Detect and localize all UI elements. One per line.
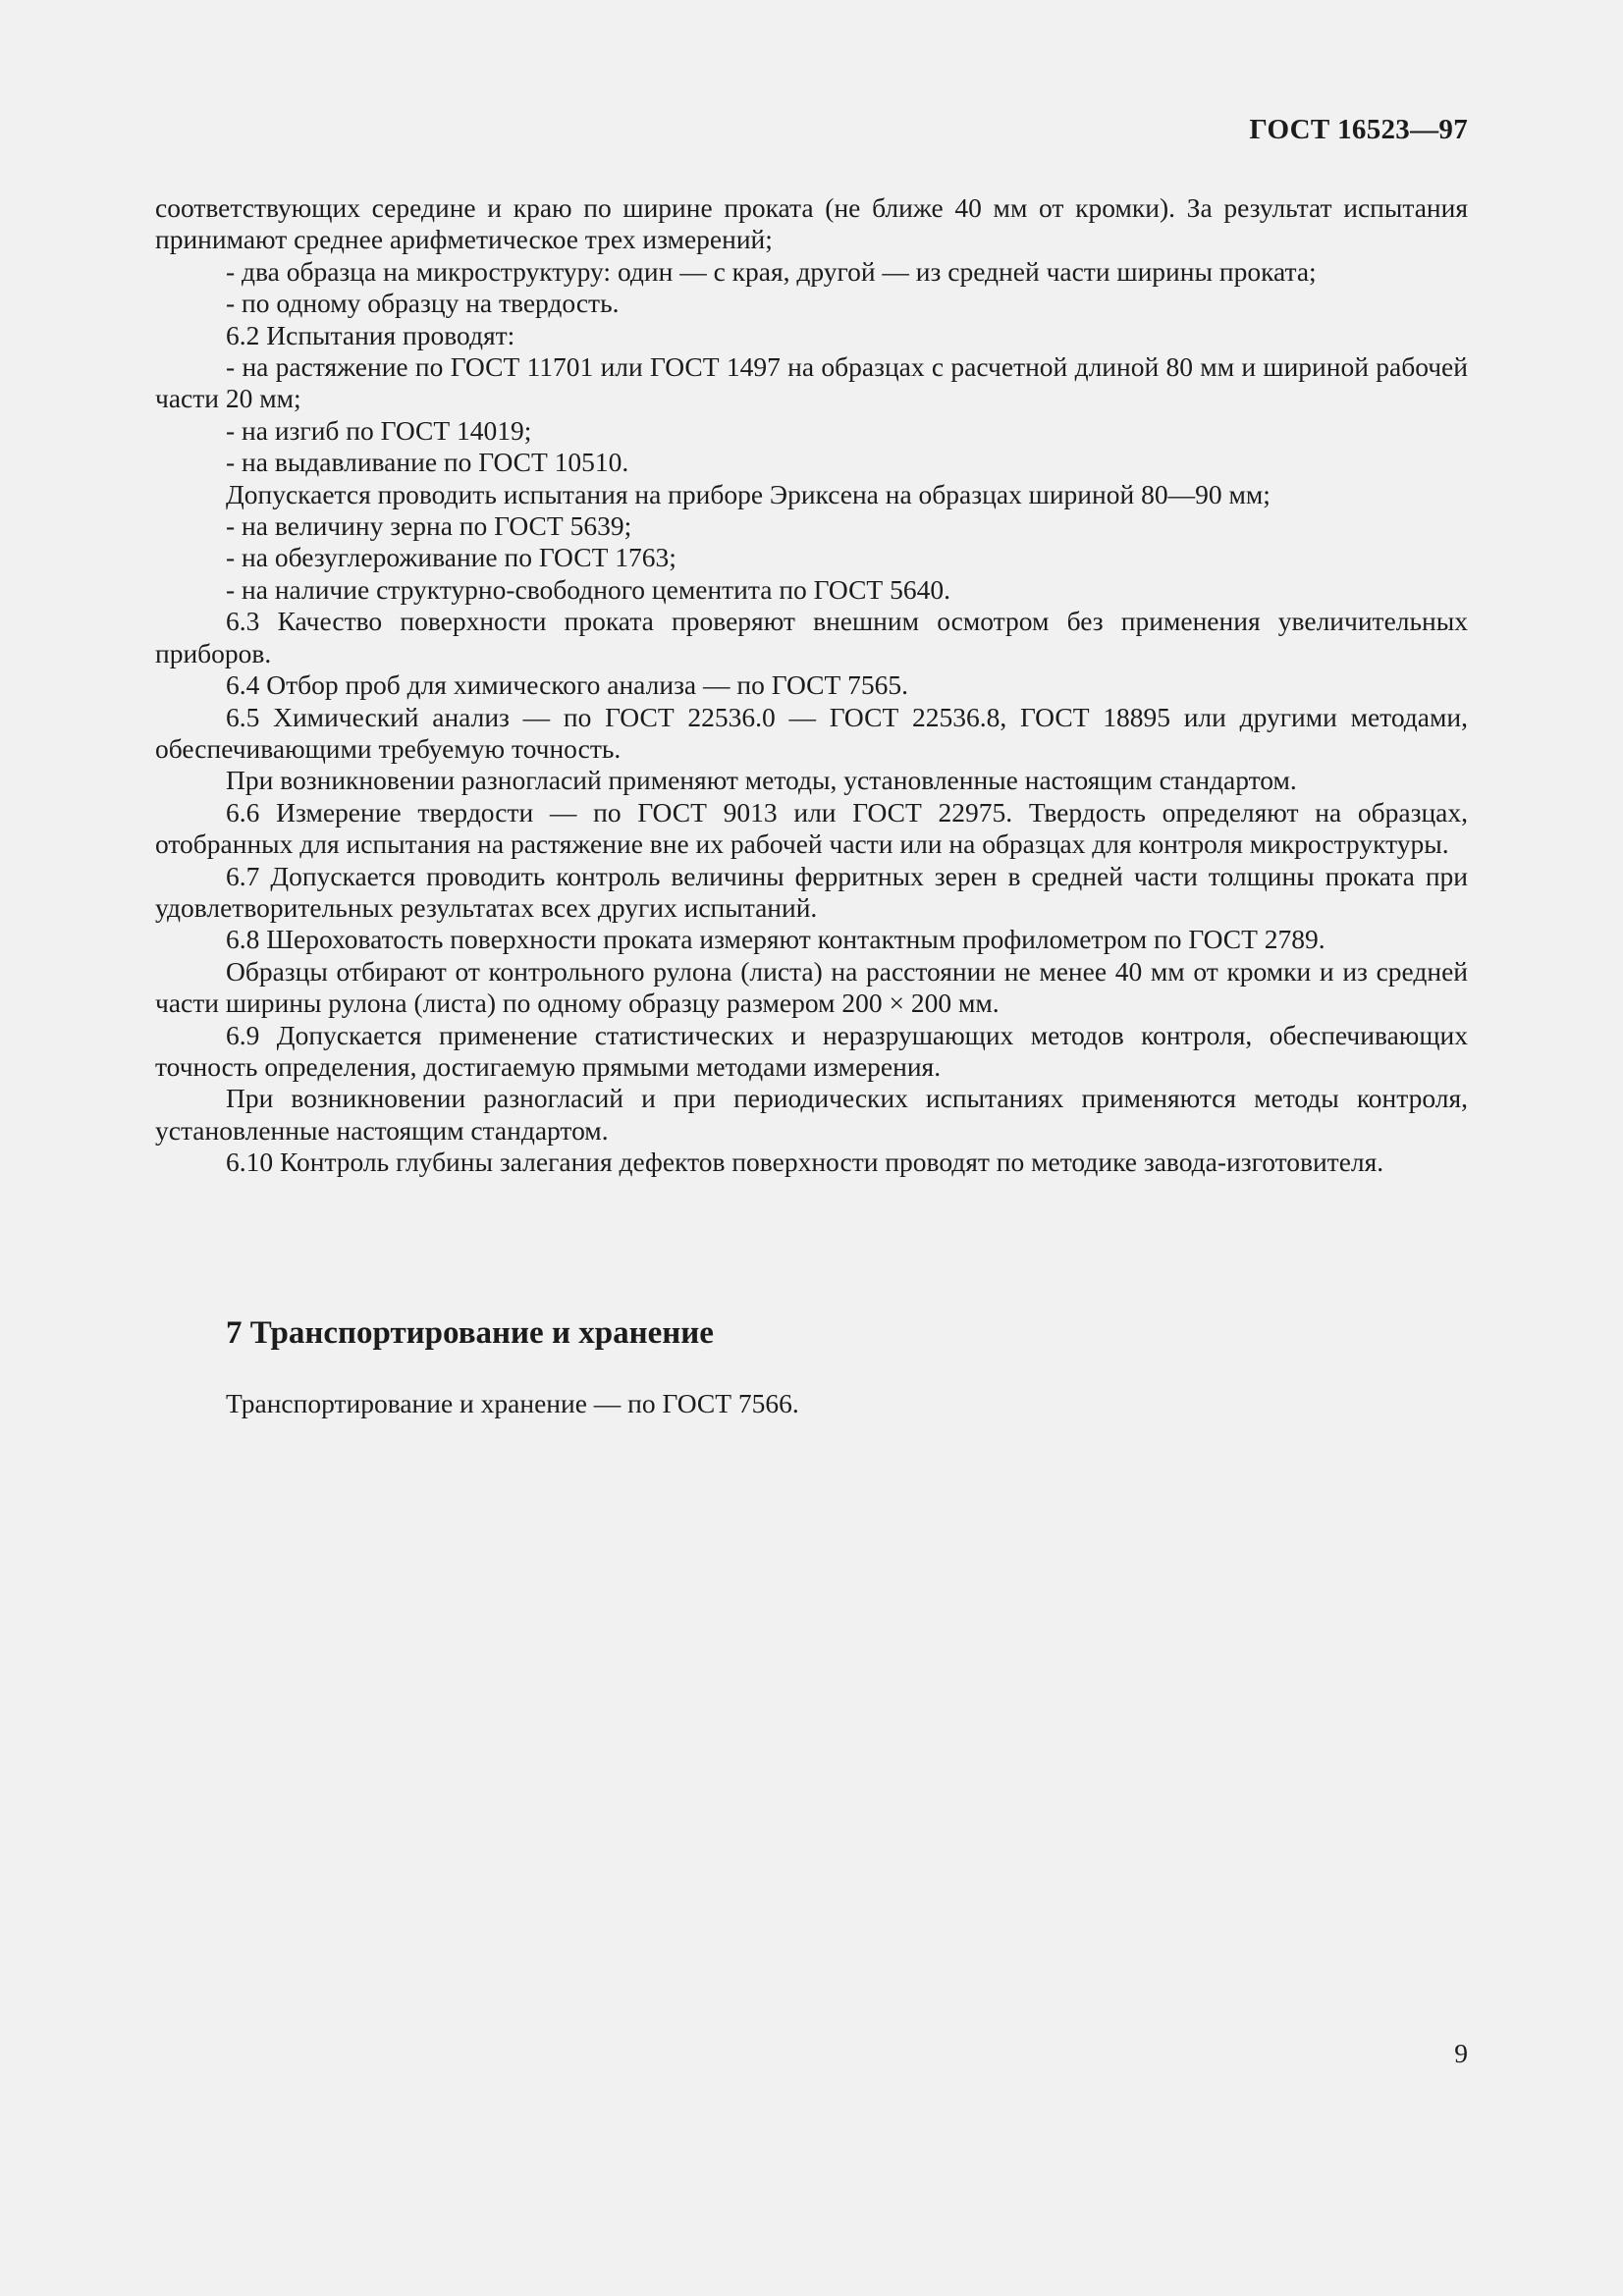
paragraph: Допускается проводить испытания на приборе Эриксена на образцах шириной 80—90 мм; <box>226 478 1271 509</box>
paragraph: - на растяжение по ГОСТ 11701 или ГОСТ 1497 на образцах с расчетной длиной 80 мм и шириной рабочей части 20 мм; <box>155 351 1468 414</box>
body-text <box>155 192 1468 1179</box>
paragraph: 6.6 Измерение твердости — по ГОСТ 9013 или ГОСТ 22975. Твердость определяют на образцах, отобранных для испытания на растяжение вне их рабочей части или на образцах для контроля микроструктуры. <box>155 796 1468 860</box>
section-heading: 7 Транспортирование и хранение <box>226 1315 714 1351</box>
paragraph: 6.7 Допускается проводить контроль величины ферритных зерен в средней части толщины проката при удовлетворительных результатах всех других испытаний. <box>155 860 1468 923</box>
paragraph: 6.2 Испытания проводят: <box>226 319 515 350</box>
paragraph: Образцы отбирают от контрольного рулона (листа) на расстоянии не менее 40 мм от кромки и из средней части ширины рулона (листа) по одному образцу размером 200 × 200 мм. <box>155 955 1468 1019</box>
paragraph: - на выдавливание по ГОСТ 10510. <box>226 447 629 478</box>
paragraph: - по одному образцу на твердость. <box>226 288 620 319</box>
paragraph: - на величину зерна по ГОСТ 5639; <box>226 510 632 542</box>
page-number: 9 <box>1454 2038 1468 2068</box>
paragraph: - на изгиб по ГОСТ 14019; <box>226 414 532 446</box>
paragraph: 6.3 Качество поверхности проката проверяют внешним осмотром без применения увеличительных приборов. <box>155 606 1468 668</box>
paragraph: соответствующих середине и краю по ширине проката (не ближе 40 мм от кромки). За результат испытания принимают среднее арифметическое трех измерений; <box>155 192 1468 255</box>
paragraph: - на наличие структурно-свободного цементита по ГОСТ 5640. <box>226 573 950 605</box>
paragraph: 6.8 Шероховатость поверхности проката измеряют контактным профилометром по ГОСТ 2789. <box>226 924 1325 955</box>
paragraph: 6.4 Отбор проб для химического анализа — по ГОСТ 7565. <box>226 669 909 701</box>
paragraph: 6.5 Химический анализ — по ГОСТ 22536.0 — ГОСТ 22536.8, ГОСТ 18895 или другими методами, обеспечивающими требуемую точность. <box>155 701 1468 764</box>
document-header-id: ГОСТ 16523—97 <box>1249 114 1468 145</box>
paragraph: При возникновении разногласий применяют методы, установленные настоящим стандартом. <box>226 765 1297 796</box>
paragraph: - на обезуглероживание по ГОСТ 1763; <box>226 542 676 573</box>
paragraph: 6.10 Контроль глубины залегания дефектов поверхности проводят по методике завода-изготовителя. <box>226 1147 1384 1178</box>
section-text: Транспортирование и хранение — по ГОСТ 7566. <box>226 1388 799 1418</box>
paragraph: При возникновении разногласий и при периодических испытаниях применяются методы контроля, установленные настоящим стандартом. <box>155 1083 1468 1146</box>
paragraph: 6.9 Допускается применение статистических и неразрушающих методов контроля, обеспечивающих точность определения, достигаемую прямыми методами измерения. <box>155 1019 1468 1082</box>
paragraph: - два образца на микроструктуру: один — с края, другой — из средней части ширины проката; <box>226 255 1317 287</box>
